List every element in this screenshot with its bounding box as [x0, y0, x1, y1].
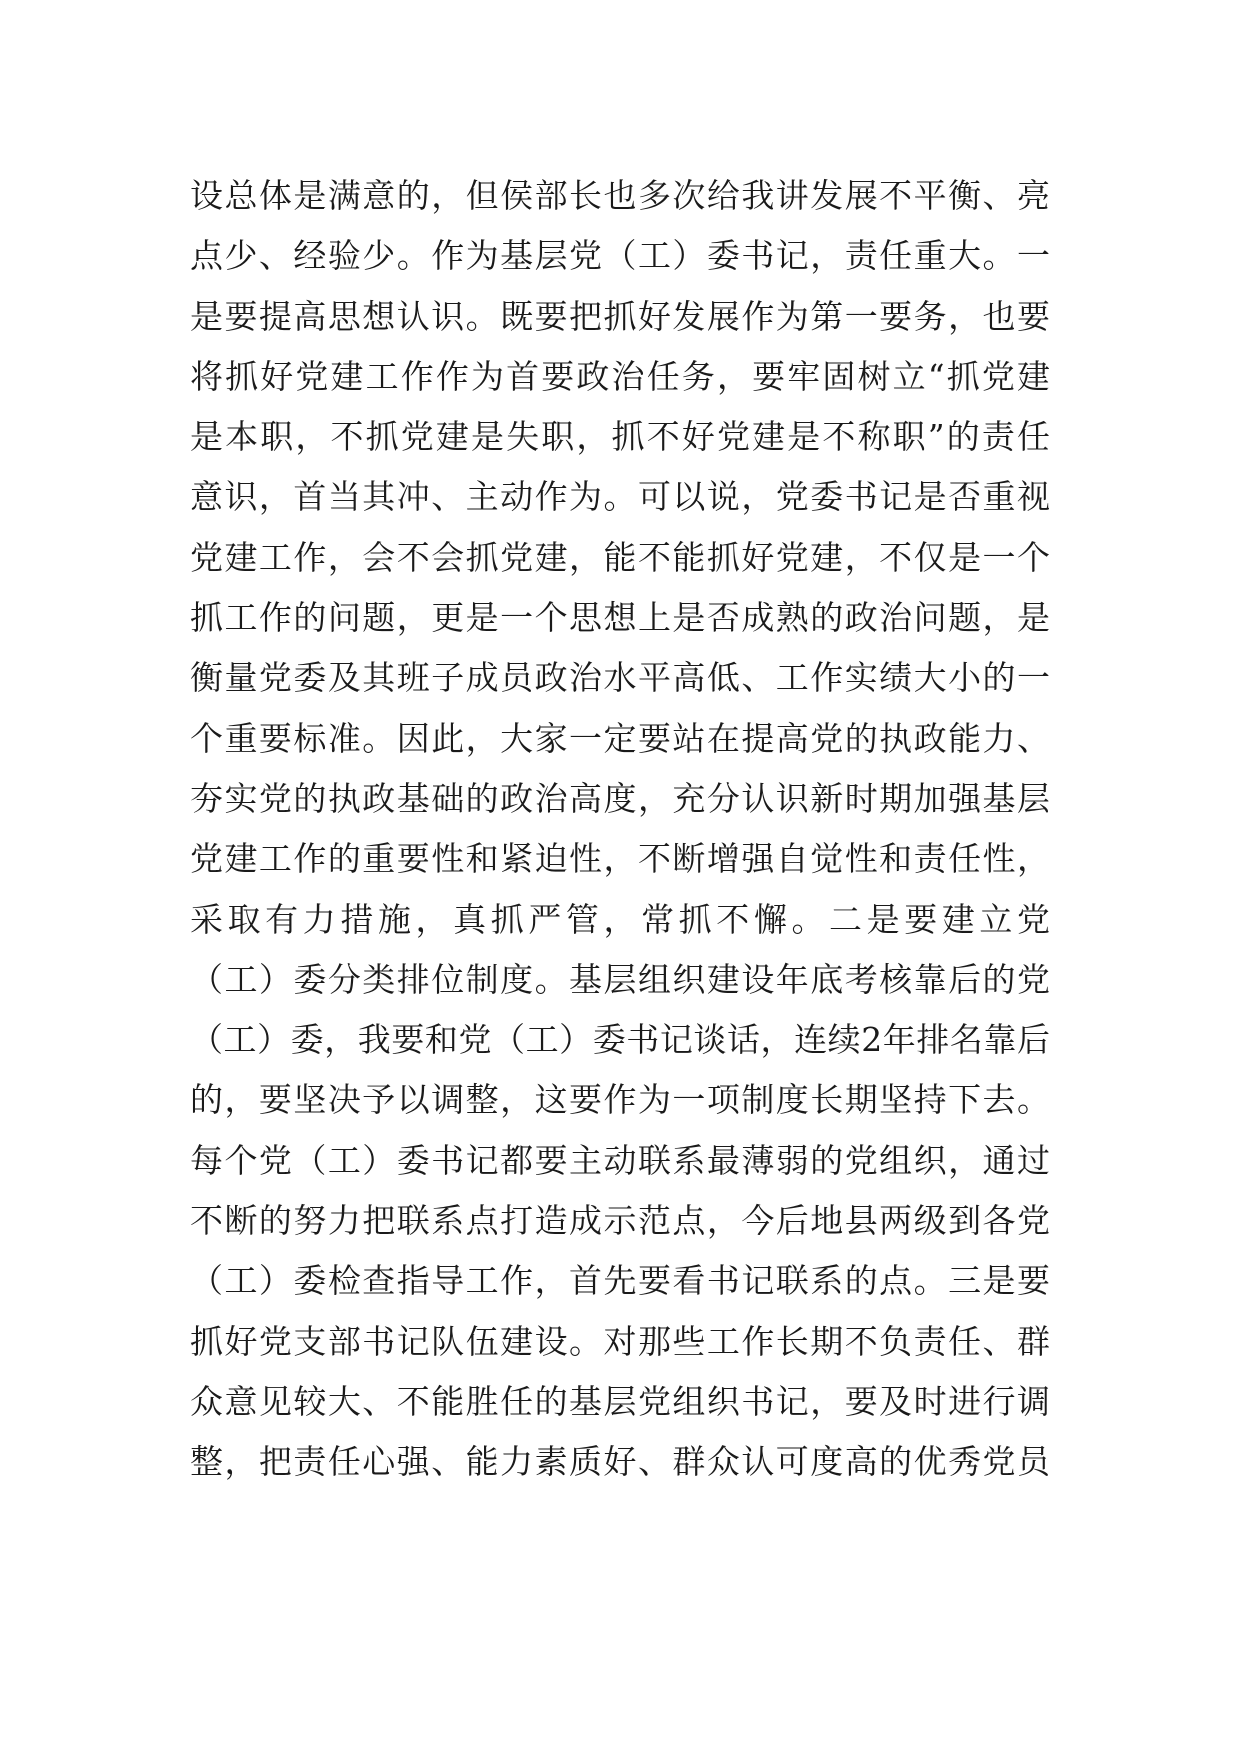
text-line: 夯实党的执政基础的政治高度，充分认识新时期加强基层 — [190, 778, 1050, 818]
text-line: （工）委分类排位制度。基层组织建设年底考核靠后的党 — [190, 959, 1050, 999]
text-line: 不断的努力把联系点打造成示范点，今后地县两级到各党 — [190, 1201, 1050, 1241]
text-line: 是要提高思想认识。既要把抓好发展作为第一要务，也要 — [190, 296, 1050, 336]
text-line: 是本职，不抓党建是失职，抓不好党建是不称职”的责任 — [190, 417, 1050, 457]
text-line: 每个党（工）委书记都要主动联系最薄弱的党组织，通过 — [190, 1140, 1050, 1180]
text-line: 采取有力措施，真抓严管，常抓不懈。二是要建立党 — [190, 899, 1050, 939]
text-line: （工）委，我要和党（工）委书记谈话，连续2年排名靠后 — [190, 1020, 1050, 1060]
text-line: 衡量党委及其班子成员政治水平高低、工作实绩大小的一 — [190, 658, 1050, 698]
text-line: 整，把责任心强、能力素质好、群众认可度高的优秀党员 — [190, 1442, 1050, 1482]
text-line: 将抓好党建工作作为首要政治任务，要牢固树立“抓党建 — [190, 356, 1050, 396]
text-line: 抓工作的问题，更是一个思想上是否成熟的政治问题，是 — [190, 598, 1050, 638]
text-line: （工）委检查指导工作，首先要看书记联系的点。三是要 — [190, 1261, 1050, 1301]
text-line: 意识，首当其冲、主动作为。可以说，党委书记是否重视 — [190, 477, 1050, 517]
text-line: 党建工作的重要性和紧迫性，不断增强自觉性和责任性， — [190, 839, 1050, 879]
body-text — [190, 166, 1050, 1493]
text-line: 个重要标准。因此，大家一定要站在提高党的执政能力、 — [190, 718, 1050, 758]
text-line: 抓好党支部书记队伍建设。对那些工作长期不负责任、群 — [190, 1321, 1050, 1361]
text-line: 的，要坚决予以调整，这要作为一项制度长期坚持下去。 — [190, 1080, 1050, 1120]
text-line: 众意见较大、不能胜任的基层党组织书记，要及时进行调 — [190, 1381, 1050, 1421]
text-line: 党建工作，会不会抓党建，能不能抓好党建，不仅是一个 — [190, 537, 1050, 577]
text-line: 设总体是满意的，但侯部长也多次给我讲发展不平衡、亮 — [190, 176, 1050, 215]
text-line: 点少、经验少。作为基层党（工）委书记，责任重大。一 — [190, 236, 1050, 276]
